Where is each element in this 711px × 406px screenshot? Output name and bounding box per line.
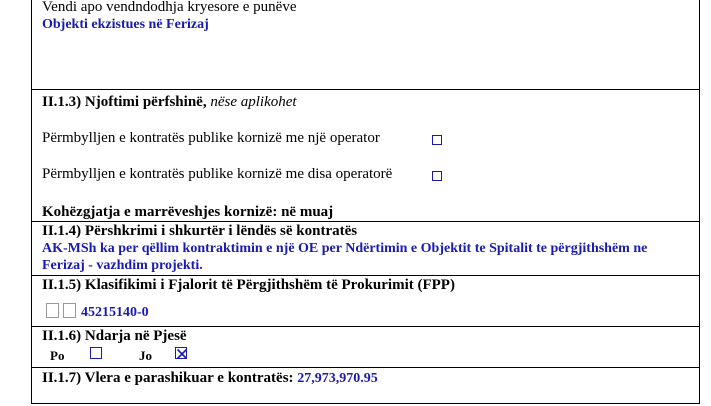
description-line-1: AK-MSh ka per qëllim kontraktimin e një OE per Ndërtimin e Objektit te Spitalit te përgjithshëm ne: [42, 241, 648, 256]
location-label: Vendi apo vendndodhja kryesore e punëve: [42, 0, 297, 15]
cpv-main-checkbox[interactable]: [46, 303, 59, 318]
lots-yes-label: Po: [50, 348, 65, 363]
divider: [31, 221, 700, 222]
description-line-2: Ferizaj - vazhdim projekti.: [42, 258, 203, 273]
single-operator-checkbox[interactable]: [432, 135, 442, 145]
lots-no-label: Jo: [139, 348, 152, 363]
location-value: Objekti ekzistues në Ferizaj: [42, 17, 209, 32]
divider: [31, 367, 700, 368]
framework-heading-note: nëse aplikohet: [210, 94, 297, 110]
cpv-heading: II.1.5) Klasifikimi i Fjalorit të Përgjithshëm të Prokurimit (FPP): [42, 277, 455, 293]
cpv-code: 45215140-0: [81, 305, 149, 320]
divider: [31, 275, 700, 276]
divider: [31, 326, 700, 327]
option-single-operator: Përmbylljen e kontratës publike kornizë me një operator: [42, 130, 380, 146]
option-multiple-operators: Përmbylljen e kontratës publike kornizë me disa operatorë: [42, 166, 393, 182]
value-amount: 27,973,970.95: [297, 371, 378, 386]
framework-heading: II.1.3) Njoftimi përfshinë, nëse aplikohet: [42, 94, 297, 110]
checked-x-icon: [176, 348, 188, 360]
value-heading: II.1.7) Vlera e parashikuar e kontratës:: [42, 370, 294, 386]
framework-duration: Kohëzgjatja e marrëveshjes kornizë: në muaj: [42, 204, 334, 220]
divider: [31, 89, 700, 90]
description-heading: II.1.4) Përshkrimi i shkurtër i lëndës së kontratës: [42, 223, 358, 239]
lots-yes-checkbox[interactable]: [90, 347, 102, 359]
cpv-supplementary-checkbox[interactable]: [63, 303, 76, 318]
lots-no-checkbox[interactable]: [175, 347, 187, 359]
value-row: [42, 370, 378, 387]
multiple-operators-checkbox[interactable]: [432, 171, 442, 181]
lots-heading: II.1.6) Ndarja në Pjesë: [42, 328, 187, 344]
